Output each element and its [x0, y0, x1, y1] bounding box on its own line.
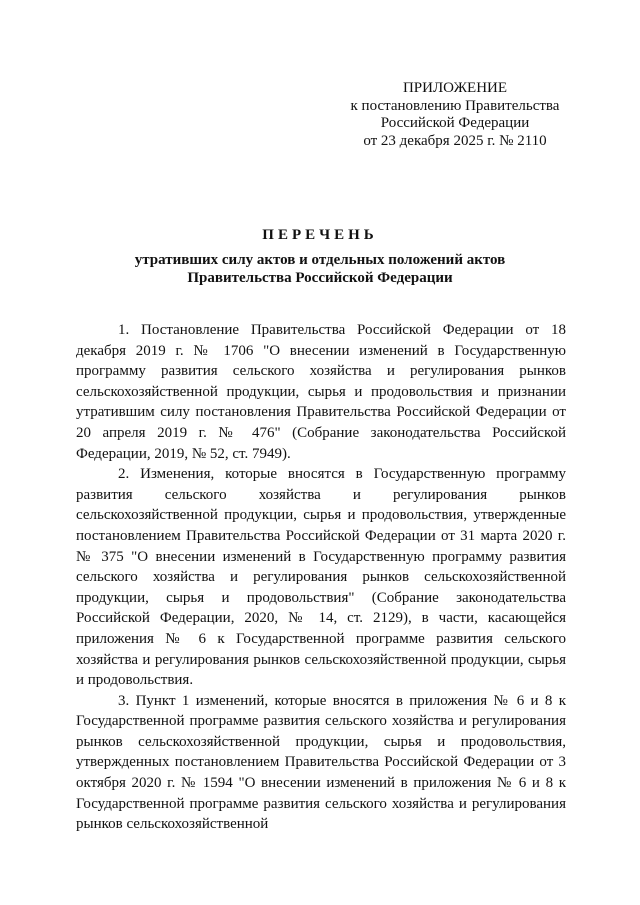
list-item-3: 3. Пункт 1 изменений, которые вносятся в приложения № 6 и 8 к Государственной программе развития сельского хозяйства и регулирования рынков сельскохозяйственной продукции, сырья и продовольствия, утвержденных постановлением Правительства Российской Федерации от 3 октября 2020 г. № 1594 "О внесении изменений в приложения № 6 и 8 к Государственной программе развития сельского хозяйства и регулирования рынков сельскохозяйственной: [76, 692, 566, 833]
subtitle-line-1: утративших силу актов и отдельных положений актов: [134, 252, 506, 268]
list-item-2: 2. Изменения, которые вносятся в Государственную программу развития сельского хозяйства и регулирования рынков сельскохозяйственной продукции, сырья и продовольствия, утвержденные постановлением Правительства Российской Федерации от 31 марта 2020 г. № 375 "О внесении изменений в Государственную программу развития сельского хозяйства и регулирования рынков сельскохозяйственной продукции, сырья и продовольствия" (Собрание законодательства Российской Федерации, 2020, № 14, ст. 2129), в части, касающейся приложения № 6 к Государственной программе развития сельского хозяйства и регулирования рынков сельскохозяйственной продукции, сырья и продовольствия.: [76, 466, 566, 689]
document-body: [76, 320, 566, 835]
appendix-date-number: от 23 декабря 2025 г. № 2110: [363, 132, 547, 149]
document-subtitle: [100, 251, 540, 287]
document-title: ПЕРЕЧЕНЬ: [262, 227, 378, 243]
appendix-government-line: Российской Федерации: [380, 115, 530, 131]
subtitle-line-2: Правительства Российской Федерации: [187, 270, 453, 286]
appendix-resolution-line: к постановлению Правительства: [350, 97, 560, 114]
appendix-header: [345, 80, 565, 150]
list-item-1: 1. Постановление Правительства Российской Федерации от 18 декабря 2019 г. № 1706 "О внесении изменений в Государственную программу развития сельского хозяйства и регулирования рынков сельскохозяйственной продукции, сырья и продовольствия и признании утратившим силу постановления Правительства Российской Федерации от 20 апреля 2019 г. № 476" (Собрание законодательства Российской Федерации, 2019, № 52, ст. 7949).: [76, 322, 566, 462]
appendix-label: ПРИЛОЖЕНИЕ: [402, 80, 508, 96]
